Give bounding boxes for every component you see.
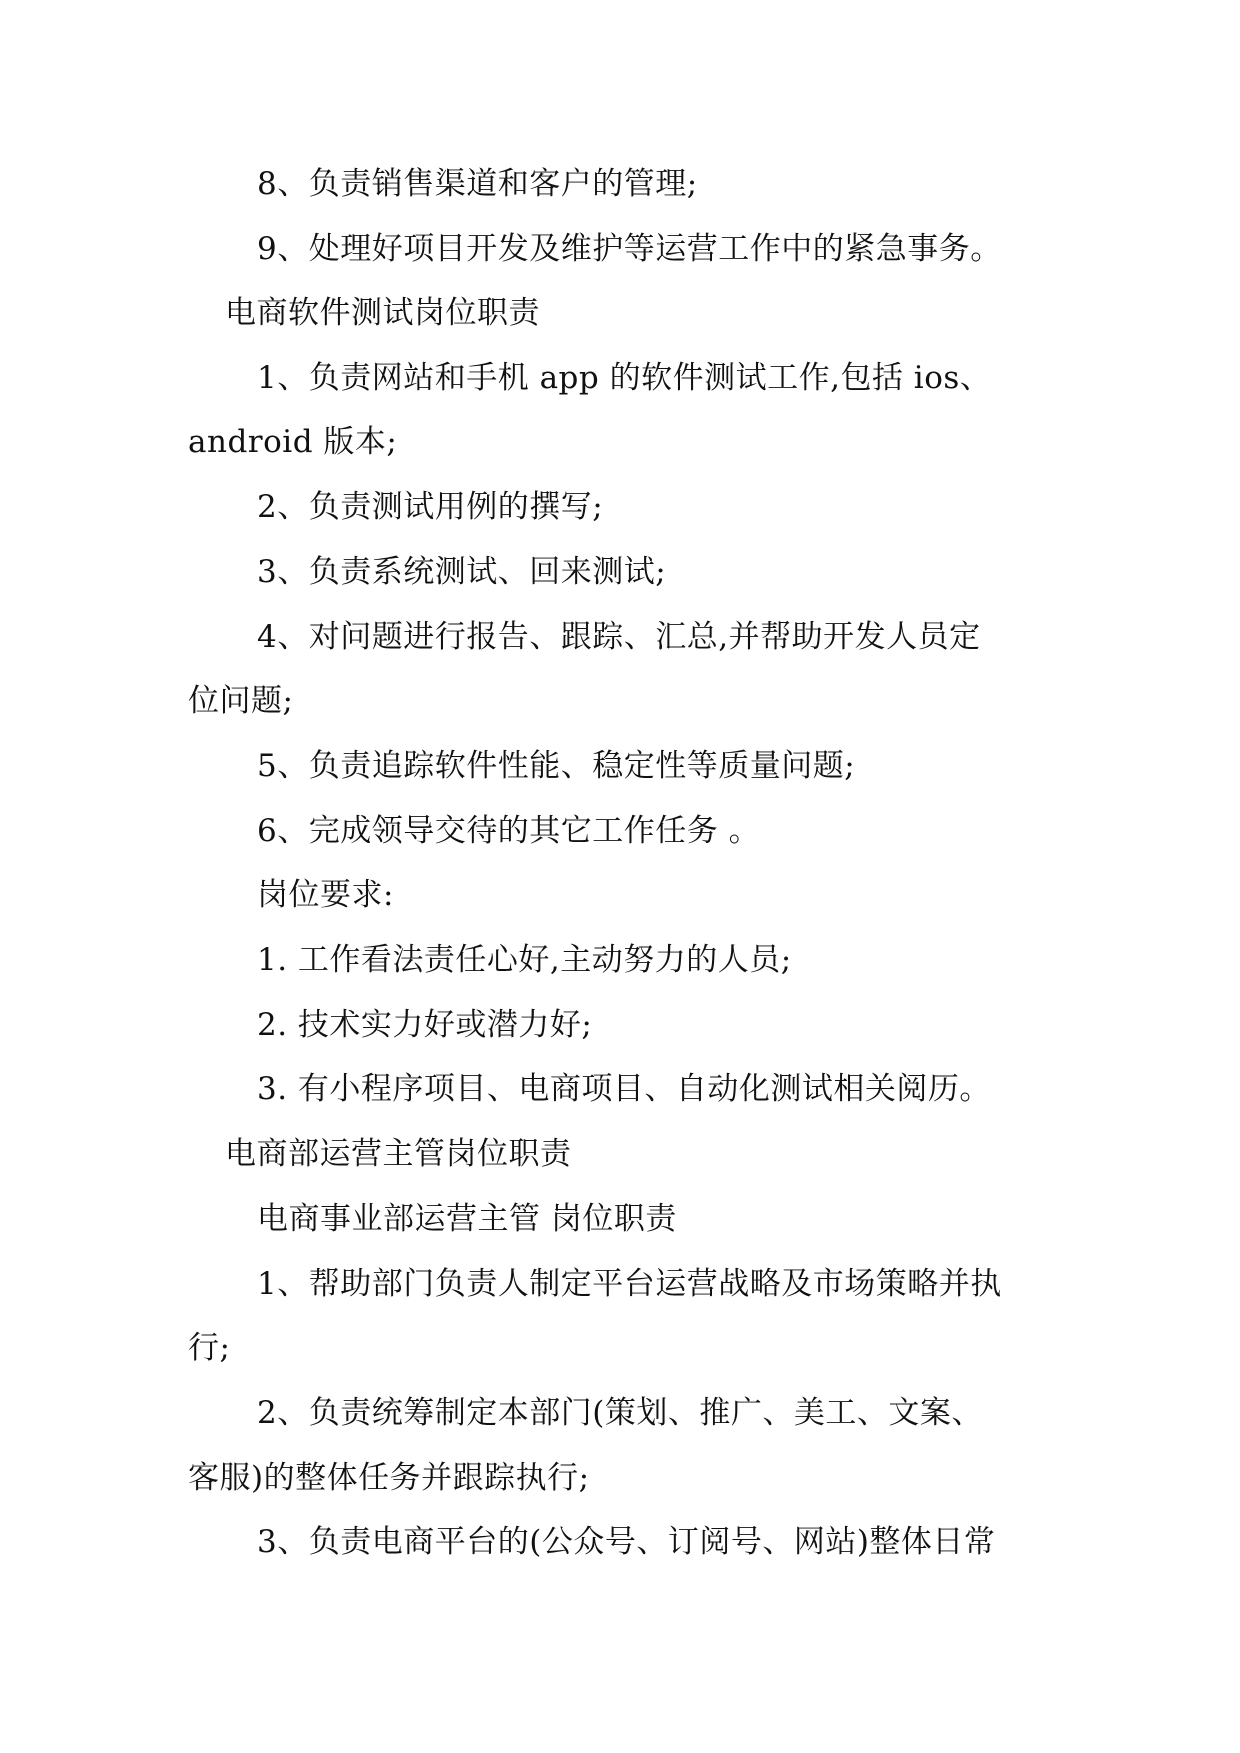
text-line: 位问题; <box>188 683 294 719</box>
text-line: 6、完成领导交待的其它工作任务 。 <box>257 813 761 849</box>
subsection-heading: 岗位要求: <box>257 877 394 913</box>
text-line: 3、负责电商平台的(公众号、订阅号、网站)整体日常 <box>257 1524 996 1560</box>
text-line: 2、负责统筹制定本部门(策划、推广、美工、文案、 <box>257 1395 983 1431</box>
text-line: 9、处理好项目开发及维护等运营工作中的紧急事务。 <box>257 231 1002 267</box>
text-line: 3、负责系统测试、回来测试; <box>257 554 667 590</box>
text-line: 1. 工作看法责任心好,主动努力的人员; <box>257 942 792 978</box>
text-line: 客服)的整体任务并跟踪执行; <box>188 1460 590 1496</box>
text-line: 2. 技术实力好或潜力好; <box>257 1007 593 1043</box>
section-heading: 电商部运营主管岗位职责 <box>225 1136 572 1172</box>
text-line: android 版本; <box>188 424 398 460</box>
text-line: 1、帮助部门负责人制定平台运营战略及市场策略并执 <box>257 1266 1002 1302</box>
text-line: 8、负责销售渠道和客户的管理; <box>257 166 698 202</box>
subsection-heading: 电商事业部运营主管 岗位职责 <box>257 1201 677 1237</box>
text-line: 3. 有小程序项目、电商项目、自动化测试相关阅历。 <box>257 1071 991 1107</box>
text-line: 5、负责追踪软件性能、稳定性等质量问题; <box>257 748 856 784</box>
text-line: 2、负责测试用例的撰写; <box>257 489 604 525</box>
section-heading: 电商软件测试岗位职责 <box>225 295 540 331</box>
text-line: 行; <box>188 1330 231 1366</box>
text-line: 4、对问题进行报告、跟踪、汇总,并帮助开发人员定 <box>257 619 981 655</box>
text-line: 1、负责网站和手机 app 的软件测试工作,包括 ios、 <box>257 360 992 396</box>
